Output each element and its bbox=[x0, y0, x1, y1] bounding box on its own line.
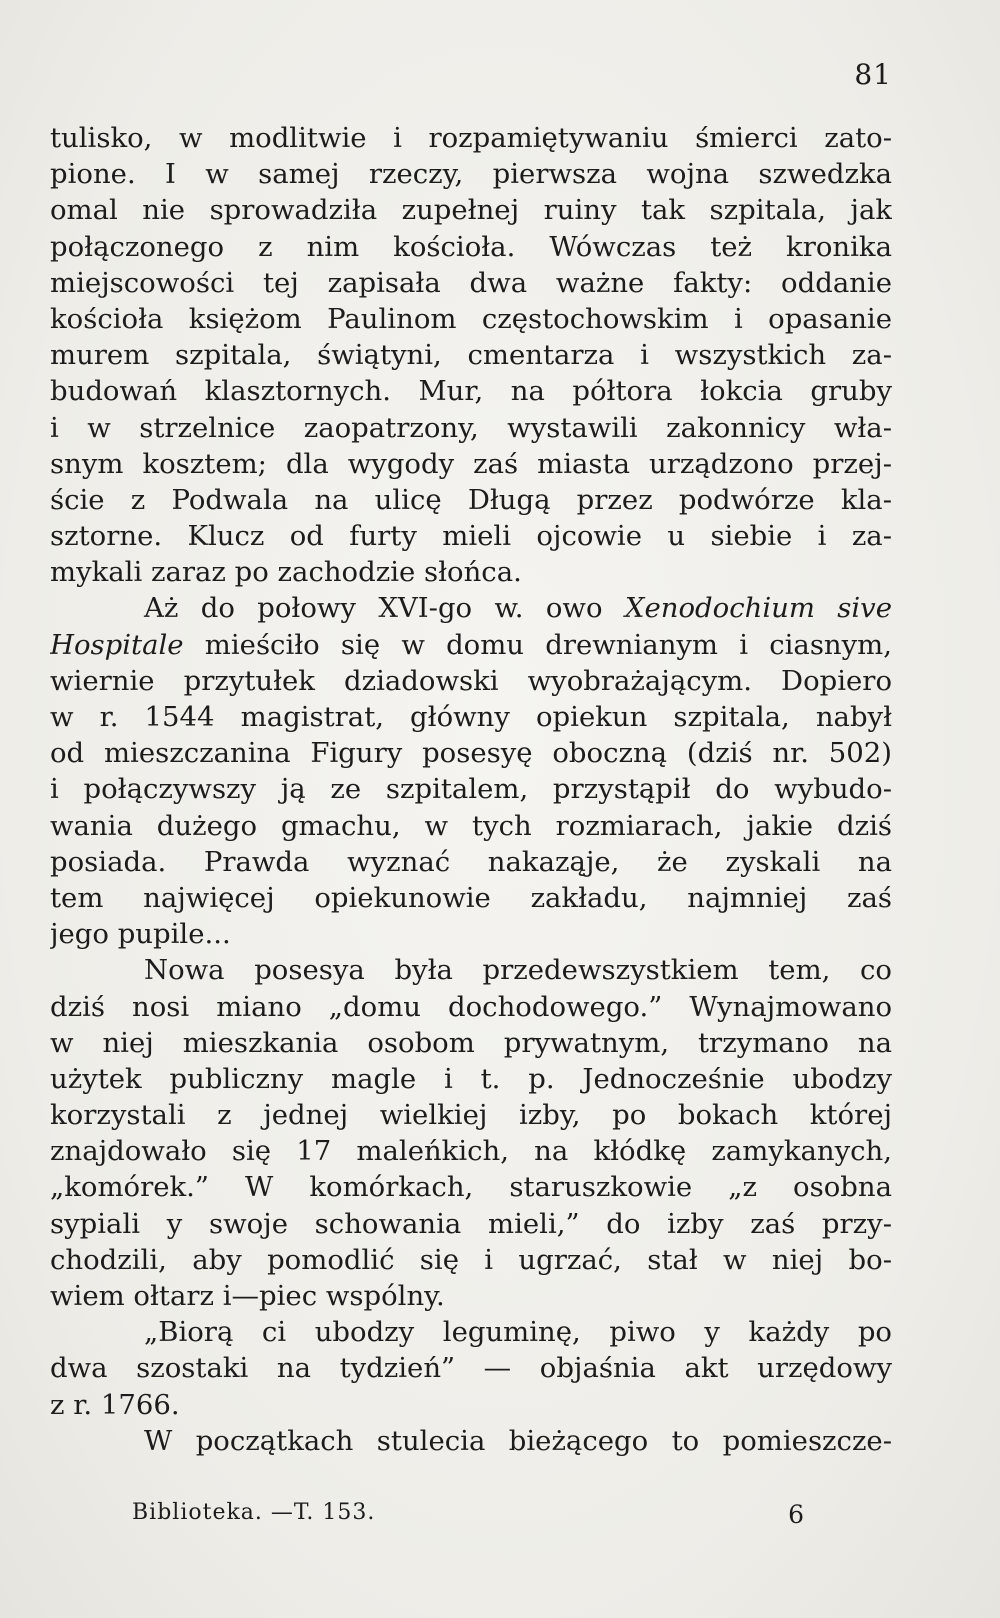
text-line: tulisko, w modlitwie i rozpamiętywaniu śmierci zato- bbox=[50, 122, 892, 154]
text-line: chodzili, aby pomodlić się i ugrzać, stał w niej bo- bbox=[50, 1243, 892, 1276]
text-line: wiernie przytułek dziadowski wyobrażającym. Dopiero bbox=[50, 664, 892, 697]
text-line: Nowa posesya była przedewszystkiem tem, co bbox=[144, 954, 892, 987]
text-line: budowań klasztornych. Mur, na półtora łokcia gruby bbox=[50, 375, 892, 408]
text-line: dziś nosi miano „domu dochodowego.” Wynajmowano bbox=[50, 990, 892, 1023]
text-line: mykali zaraz po zachodzie słońca. bbox=[50, 556, 522, 589]
text-line: wania dużego gmachu, w tych rozmiarach, jakie dziś bbox=[50, 809, 892, 842]
text-line: murem szpitala, świątyni, cmentarza i wszystkich za- bbox=[50, 339, 892, 372]
text-line: miejscowości tej zapisała dwa ważne fakty: oddanie bbox=[50, 266, 892, 299]
text-line: kościoła księżom Paulinom częstochowskim i opasanie bbox=[50, 302, 892, 335]
text-line: tem najwięcej opiekunowie zakładu, najmniej zaś bbox=[50, 881, 892, 914]
sheet-number: 6 bbox=[788, 1500, 804, 1529]
text-line: W początkach stulecia bieżącego to pomieszcze- bbox=[144, 1424, 892, 1457]
text-line: od mieszczanina Figury posesyę oboczną (dziś nr. 502) bbox=[50, 737, 892, 770]
text-line: „komórek.” W komórkach, staruszkowie „z osobna bbox=[50, 1171, 892, 1204]
printer-signature: Biblioteka. —T. 153. bbox=[132, 1500, 376, 1525]
text-line: ście z Podwala na ulicę Długą przez podwórze kla- bbox=[50, 483, 892, 516]
text-line: i połączywszy ją ze szpitalem, przystąpił do wybudo- bbox=[50, 773, 892, 806]
text-line: połączonego z nim kościoła. Wówczas też kronika bbox=[50, 230, 892, 263]
text-line: sztorne. Klucz od furty mieli ojcowie u siebie i za- bbox=[50, 520, 892, 553]
text-line: korzystali z jednej wielkiej izby, po bokach której bbox=[50, 1099, 892, 1132]
text-line: w niej mieszkania osobom prywatnym, trzymano na bbox=[50, 1026, 892, 1059]
text-line: wiem ołtarz i—piec wspólny. bbox=[50, 1280, 445, 1312]
text-line: pione. I w samej rzeczy, pierwsza wojna szwedzka bbox=[50, 158, 892, 191]
text-line bbox=[50, 627, 892, 663]
text-line: omal nie sprowadziła zupełnej ruiny tak szpitala, jak bbox=[50, 194, 892, 227]
text-line bbox=[50, 590, 892, 626]
text-line: jego pupile... bbox=[50, 918, 231, 951]
text-line: z r. 1766. bbox=[50, 1388, 180, 1421]
text-fragment: Aż do połowy XVI-go w. owo bbox=[144, 592, 603, 625]
text-line: sypiali y swoje schowania mieli,” do izby zaś przy- bbox=[50, 1207, 892, 1240]
text-line: „Biorą ci ubodzy leguminę, piwo y każdy po bbox=[144, 1316, 892, 1349]
text-line: snym kosztem; dla wygody zaś miasta urządzono przej- bbox=[50, 447, 892, 480]
italic-term: Hospitale bbox=[50, 628, 184, 661]
text-line: użytek publiczny magle i t. p. Jednocześnie ubodzy bbox=[50, 1062, 892, 1095]
text-line: znajdowało się 17 maleńkich, na kłódkę zamykanych, bbox=[50, 1135, 892, 1168]
text-line: dwa szostaki na tydzień” — objaśnia akt urzędowy bbox=[50, 1352, 892, 1385]
text-line: w r. 1544 magistrat, główny opiekun szpitala, nabył bbox=[50, 701, 892, 733]
text-line: posiada. Prawda wyznać nakaząje, że zyskali na bbox=[50, 845, 892, 878]
text-line: i w strzelnice zaopatrzony, wystawili zakonnicy wła- bbox=[50, 411, 892, 444]
page-body-text bbox=[50, 120, 892, 1459]
text-fragment: mieściło się w domu drewnianym i ciasnym, bbox=[204, 628, 892, 661]
italic-term: Xenodochium sive bbox=[624, 592, 892, 625]
page-number: 81 bbox=[854, 58, 892, 91]
